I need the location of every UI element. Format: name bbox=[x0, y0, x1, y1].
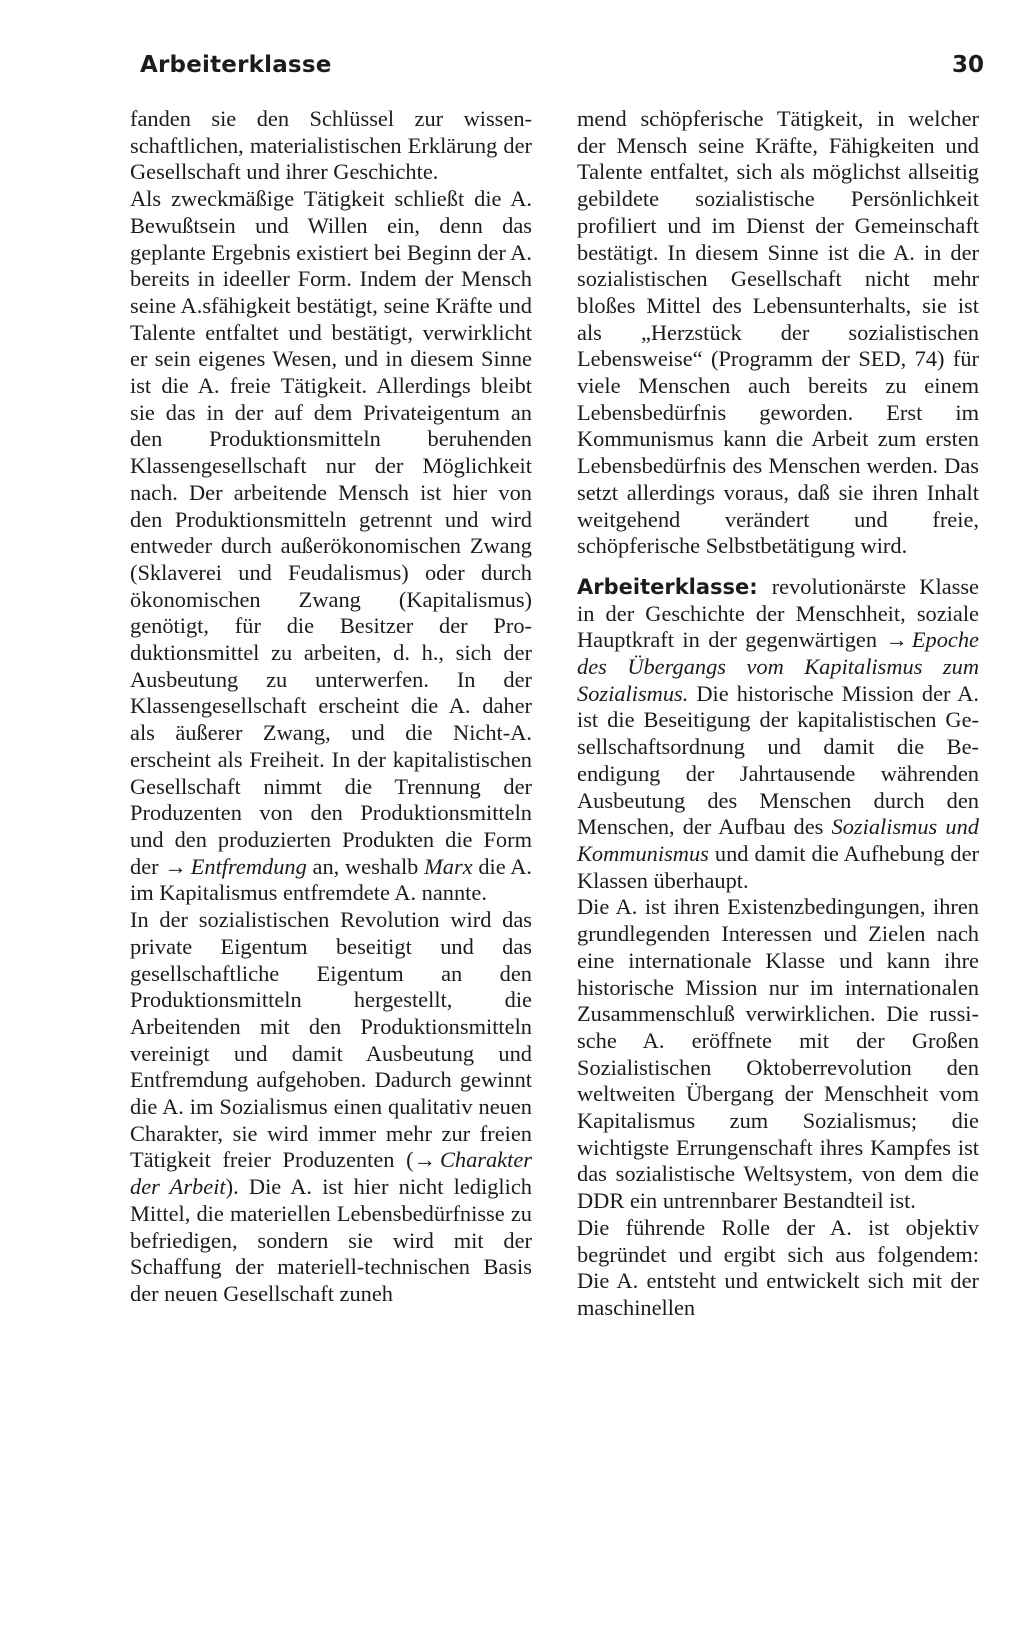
left-paragraph-3-end: ). Die A. ist hier nicht lediglich Mittel, die materiellen Lebensbedürfnisse zu befriedigen, sondern sie wird mit der Schaffung der materiell-technischen Basis der neuen Gesellschaft zuneh bbox=[130, 1174, 532, 1306]
entry-arbeiterklasse bbox=[577, 574, 979, 894]
page-number: 30 bbox=[951, 52, 984, 78]
entry-text-start: revolutionärste Klasse in der Geschichte der Menschheit, soziale Hauptkraft in der gegenwärtigen bbox=[577, 573, 979, 653]
xref-sozialismus-und-kommunismus[interactable]: Sozialismus und Kommunismus bbox=[577, 814, 979, 866]
xref-charakter-der-arbeit[interactable]: Charakter der Arbeit bbox=[130, 1147, 532, 1200]
left-paragraph-3-text: In der sozialistischen Revolution wird das private Eigentum beseitigt und das gesellschaftliche Eigentum an den Produktionsmitteln hergestellt, die Arbeitenden mit den Produktionsmitteln vereinigt und damit Ausbeutung und Entfremdung aufgehoben. Dadurch gewinnt die A. im Sozialismus einen qualitativ neuen Charakter, sie wird immer mehr zur freien Tätigkeit freier Produzenten ( bbox=[130, 907, 532, 1173]
left-column bbox=[130, 106, 532, 1308]
xref-entfremdung[interactable]: Entfremdung bbox=[190, 853, 307, 879]
entry-text-mid: Die historische Mission der A. ist die Beseitigung der kapitalistischen Gesellschaftsordnung und damit die Beendigung der Jahrtausende währenden Ausbeutung des Menschen durch den Menschen, der Aufbau des bbox=[577, 680, 979, 840]
running-head: Arbeiterklasse bbox=[140, 52, 332, 78]
cross-reference-arrow-icon: → bbox=[413, 1147, 436, 1173]
left-paragraph-2 bbox=[130, 186, 532, 907]
right-paragraph-4: Die führende Rolle der A. ist objektiv begründet und ergibt sich aus folgendem: Die A. entsteht und entwickelt sich mit der maschinellen bbox=[577, 1214, 979, 1320]
xref-epoche-des-uebergangs[interactable]: Epoche des Übergangs vom Kapitalismus zum Sozialismus. bbox=[577, 627, 979, 706]
entry-lemma: Arbeiterklasse bbox=[577, 574, 750, 599]
cross-reference-arrow-icon: → bbox=[885, 627, 908, 653]
xref-marx[interactable]: Marx bbox=[424, 853, 473, 879]
left-paragraph-2-end: die A. im Kapitalismus entfremdete A. nannte. bbox=[130, 853, 532, 906]
left-paragraph-1: fanden sie den Schlüssel zur wissenschaftlichen, materialistischen Erklärung der Gesellschaft und ihrer Geschichte. bbox=[130, 106, 532, 185]
cross-reference-arrow-icon: → bbox=[164, 853, 187, 879]
left-paragraph-2-mid: an, weshalb bbox=[306, 853, 425, 879]
right-paragraph-3: Die A. ist ihren Existenzbedingungen, ihren grundlegenden Interessen und Zielen nach eine internationale Klasse und kann ihre historische Mission nur im internationalen Zusammenschluß verwirklichen. Die russische A. eröffnete mit der Großen Sozialistischen Oktoberrevolution den weltweiten Übergang der Menschheit vom Kapitalismus zum Sozialismus; die wichtigste Errungenschaft ihres Kampfes ist das sozialistische Weltsystem, von dem die DDR ein untrennbarer Bestandteil ist. bbox=[577, 894, 979, 1214]
entry-text-end: und damit die Aufhebung der Klassen überhaupt. bbox=[577, 840, 979, 893]
left-paragraph-2-text: Als zweckmäßige Tätigkeit schließt die A. Bewußtsein und Willen ein, denn das geplante Ergebnis existiert bei Beginn der A. bereits in ideeller Form. Indem der Mensch seine A.sfähigkeit bestätigt, seine Kräfte und Talente entfaltet und bestätigt, verwirklicht er sein eigenes Wesen, und in diesem Sinne ist die A. freie Tätigkeit. Allerdings bleibt sie das in der auf dem Privateigentum an den Produktionsmitteln beruhenden Klassengesellschaft nur der Möglichkeit nach. Der arbeitende Mensch ist hier von den Produktionsmitteln getrennt und wird entweder durch außerökonomischen Zwang (Sklaverei und Feudalismus) oder durch ökonomischen Zwang (Kapitalismus) genötigt, für die Besitzer der Produktionsmittel zu arbeiten, d. h., sich der Ausbeutung zu unterwerfen. In der Klassengesellschaft erscheint die A. daher als äußerer Zwang, und die Nicht-A. erscheint als Freiheit. In der kapitalistischen Gesellschaft nimmt die Trennung der Produzenten von den Produktionsmitteln und den produzierten Produkten die Form der bbox=[130, 186, 532, 879]
right-paragraph-1: mend schöpferische Tätigkeit, in welcher der Mensch seine Kräfte, Fähigkeiten und Talente entfaltet, sich als möglichst allseitig gebildete sozialistische Persönlichkeit profiliert und im Dienst der Gemeinschaft bestätigt. In diesem Sinne ist die A. in der sozialistischen Gesellschaft nicht mehr bloßes Mittel des Lebensunterhalts, sie ist als „Herzstück der sozialistischen Lebensweise“ (Programm der SED, 74) für viele Menschen auch bereits zu einem Lebensbedürfnis geworden. Erst im Kommunismus kann die Arbeit zum ersten Lebensbedürfnis des Menschen werden. Das setzt allerdings voraus, daß sie ihren Inhalt weitgehend verändert und freie, schöpferische Selbstbetätigung wird. bbox=[577, 106, 979, 559]
entry-lemma-colon: : bbox=[749, 574, 758, 599]
left-paragraph-3 bbox=[130, 907, 532, 1308]
right-column bbox=[577, 106, 979, 1322]
